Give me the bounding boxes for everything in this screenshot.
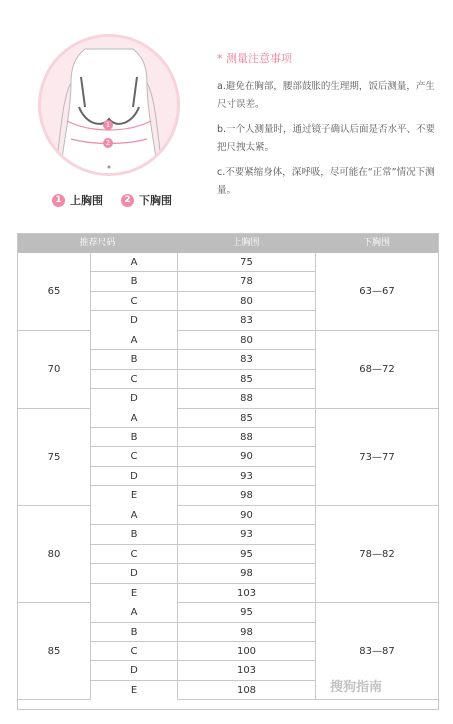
table-row xyxy=(90,350,315,369)
cup-size-cell: A xyxy=(90,603,177,622)
upper-bust-cell: 103 xyxy=(177,584,315,603)
cup-size-cell: B xyxy=(90,272,177,291)
cup-size-cell: C xyxy=(90,642,177,661)
legend-num-2: 2 xyxy=(121,194,134,207)
table-row xyxy=(90,642,315,661)
header-recommended-size: 推荐尺码 xyxy=(79,238,116,248)
marker-2: 2 xyxy=(103,138,113,148)
upper-bust-cell: 88 xyxy=(177,389,315,408)
upper-bust-cell: 78 xyxy=(177,272,315,291)
under-bust-cell: 68—72 xyxy=(315,331,438,409)
header-upper-bust: 上胸围 xyxy=(232,238,260,248)
upper-bust-cell: 93 xyxy=(177,525,315,544)
cup-size-cell: A xyxy=(90,331,177,350)
table-row xyxy=(90,467,315,486)
cup-size-cell: C xyxy=(90,545,177,564)
band-size-cell: 70 xyxy=(47,364,61,376)
under-bust-cell: 78—82 xyxy=(315,506,438,603)
legend-item-upper xyxy=(52,192,103,208)
cup-size-cell: D xyxy=(90,467,177,486)
table-row xyxy=(90,661,315,680)
legend-label-under: 下胸围 xyxy=(139,194,172,207)
header-under-bust: 下胸围 xyxy=(362,238,390,248)
size-group xyxy=(18,506,438,603)
cup-size-cell: C xyxy=(90,292,177,311)
cup-size-cell: A xyxy=(90,409,177,428)
under-bust-cell: 63—67 xyxy=(315,253,438,331)
upper-bust-cell: 85 xyxy=(177,370,315,389)
upper-bust-cell: 83 xyxy=(177,311,315,330)
upper-bust-cell: 93 xyxy=(177,467,315,486)
upper-bust-cell: 98 xyxy=(177,486,315,505)
under-bust-cell: 83—87 xyxy=(315,603,438,700)
upper-bust-cell: 80 xyxy=(177,331,315,350)
cup-size-cell: B xyxy=(90,350,177,369)
upper-bust-cell: 90 xyxy=(177,506,315,525)
cup-size-cell: E xyxy=(90,681,177,700)
measurement-notes xyxy=(217,50,442,207)
cup-size-cell: D xyxy=(90,389,177,408)
cup-size-cell: A xyxy=(90,506,177,525)
table-row xyxy=(90,486,315,505)
upper-bust-cell: 100 xyxy=(177,642,315,661)
cup-size-cell: B xyxy=(90,623,177,642)
upper-bust-cell: 95 xyxy=(177,603,315,622)
upper-bust-cell: 108 xyxy=(177,681,315,700)
upper-bust-cell: 75 xyxy=(177,253,315,272)
upper-bust-cell: 80 xyxy=(177,292,315,311)
legend-num-1: 1 xyxy=(52,194,65,207)
marker-1: 1 xyxy=(103,120,113,130)
table-row xyxy=(90,253,315,272)
table-row xyxy=(90,428,315,447)
cup-size-cell: D xyxy=(90,311,177,330)
notes-title: * 测量注意事项 xyxy=(217,52,292,65)
table-row xyxy=(90,564,315,583)
size-group xyxy=(18,331,438,409)
table-row xyxy=(90,370,315,389)
band-size-cell: 80 xyxy=(47,548,61,560)
cup-size-cell: E xyxy=(90,584,177,603)
table-row xyxy=(90,681,315,700)
legend-item-under xyxy=(121,192,172,208)
upper-bust-cell: 88 xyxy=(177,428,315,447)
upper-bust-cell: 90 xyxy=(177,447,315,466)
cup-size-cell: C xyxy=(90,370,177,389)
torso-figure xyxy=(41,37,177,173)
band-size-cell: 75 xyxy=(47,451,61,463)
table-row xyxy=(90,272,315,291)
cup-size-cell: C xyxy=(90,447,177,466)
table-row xyxy=(90,545,315,564)
watermark-text: 搜狗指南 xyxy=(330,680,383,695)
table-row xyxy=(90,447,315,466)
upper-bust-cell: 85 xyxy=(177,409,315,428)
table-row xyxy=(90,623,315,642)
note-b: b.一个人测量时，通过镜子确认后面是否水平、不要把尺拽太紧。 xyxy=(217,124,436,153)
table-row xyxy=(90,409,315,428)
cup-size-cell: E xyxy=(90,486,177,505)
table-row xyxy=(90,506,315,525)
cup-size-cell: D xyxy=(90,564,177,583)
table-row xyxy=(90,584,315,603)
table-row xyxy=(90,311,315,330)
upper-bust-cell: 103 xyxy=(177,661,315,680)
table-row xyxy=(90,331,315,350)
table-row xyxy=(90,603,315,622)
cup-size-cell: D xyxy=(90,661,177,680)
note-a: a.避免在胸部，腰部鼓胀的生理期，饭后测量，产生尺寸误差。 xyxy=(217,81,435,110)
cup-size-cell: B xyxy=(90,428,177,447)
measurement-illustration xyxy=(38,34,180,176)
upper-bust-cell: 98 xyxy=(177,623,315,642)
band-size-cell: 65 xyxy=(47,286,61,298)
legend xyxy=(52,191,190,209)
band-size-cell: 85 xyxy=(47,646,61,658)
upper-bust-cell: 98 xyxy=(177,564,315,583)
upper-bust-cell: 95 xyxy=(177,545,315,564)
table-row xyxy=(90,525,315,544)
legend-label-upper: 上胸围 xyxy=(70,194,103,207)
table-header xyxy=(18,234,438,253)
note-c: c.不要紧缩身体，深呼吸，尽可能在“正常”情况下测量。 xyxy=(217,167,435,196)
upper-bust-cell: 83 xyxy=(177,350,315,369)
size-group xyxy=(18,409,438,506)
table-row xyxy=(90,292,315,311)
under-bust-cell: 73—77 xyxy=(315,409,438,506)
size-group xyxy=(18,253,438,331)
table-row xyxy=(90,389,315,408)
size-table xyxy=(17,233,439,710)
cup-size-cell: A xyxy=(90,253,177,272)
cup-size-cell: B xyxy=(90,525,177,544)
